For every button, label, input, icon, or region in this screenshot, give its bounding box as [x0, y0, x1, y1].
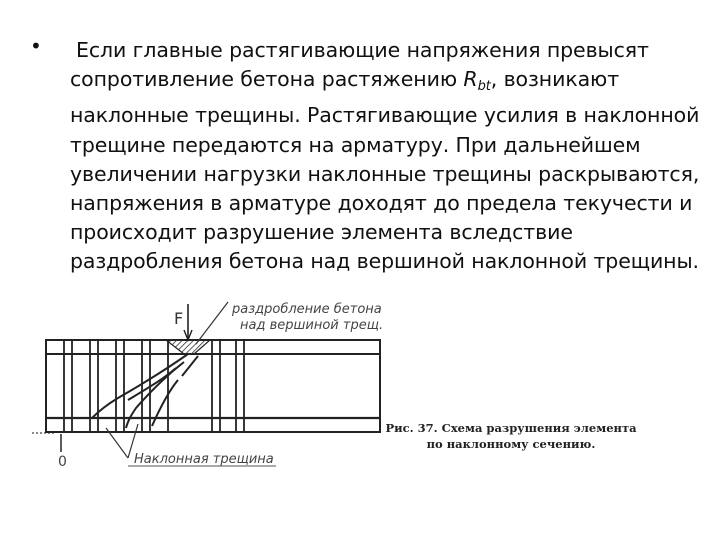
paragraph-line: [70, 65, 700, 101]
paragraph-text: сопротивление бетона растяжению: [70, 67, 464, 92]
bullet-marker: •: [30, 34, 42, 58]
paragraph-line: происходит разрушение элемента вследствие: [70, 220, 573, 245]
paragraph-line: увеличении нагрузки наклонные трещины раскрываются,: [70, 161, 700, 186]
paragraph-line: напряжения в арматуре доходят до предела текучести и: [70, 191, 693, 216]
paragraph-line: раздробления бетона над вершиной наклонной трещины.: [70, 249, 699, 274]
bt-subscript: bt: [477, 79, 491, 95]
paragraph-text: , возникают: [490, 67, 620, 92]
body-paragraph: [70, 36, 700, 277]
crack-label: Наклонная трещина: [134, 452, 274, 467]
r-bt-symbol: [463, 67, 491, 95]
crush-label-1: раздробление бетона: [232, 302, 382, 317]
beam-failure-diagram: [28, 296, 388, 476]
paragraph-line: Если главные растягивающие напряжения превысят: [76, 38, 649, 62]
caption-line: по наклонному сечению.: [426, 437, 596, 451]
paragraph-line: трещине передаются на арматуру. При дальнейшем: [70, 132, 641, 157]
r-symbol: R: [463, 67, 478, 92]
crush-leader-line: [196, 302, 228, 344]
crush-label-2: над вершиной трещ.: [240, 318, 384, 333]
force-label: F: [174, 309, 184, 328]
crushed-concrete-zone: [166, 340, 210, 354]
figure-caption: [380, 420, 642, 452]
paragraph-line: наклонные трещины. Растягивающие усилия в наклонной: [70, 103, 700, 128]
inclined-cracks: [92, 354, 198, 428]
caption-line: Рис. 37. Схема разрушения элемента: [385, 421, 637, 435]
support-label: 0: [58, 454, 67, 470]
